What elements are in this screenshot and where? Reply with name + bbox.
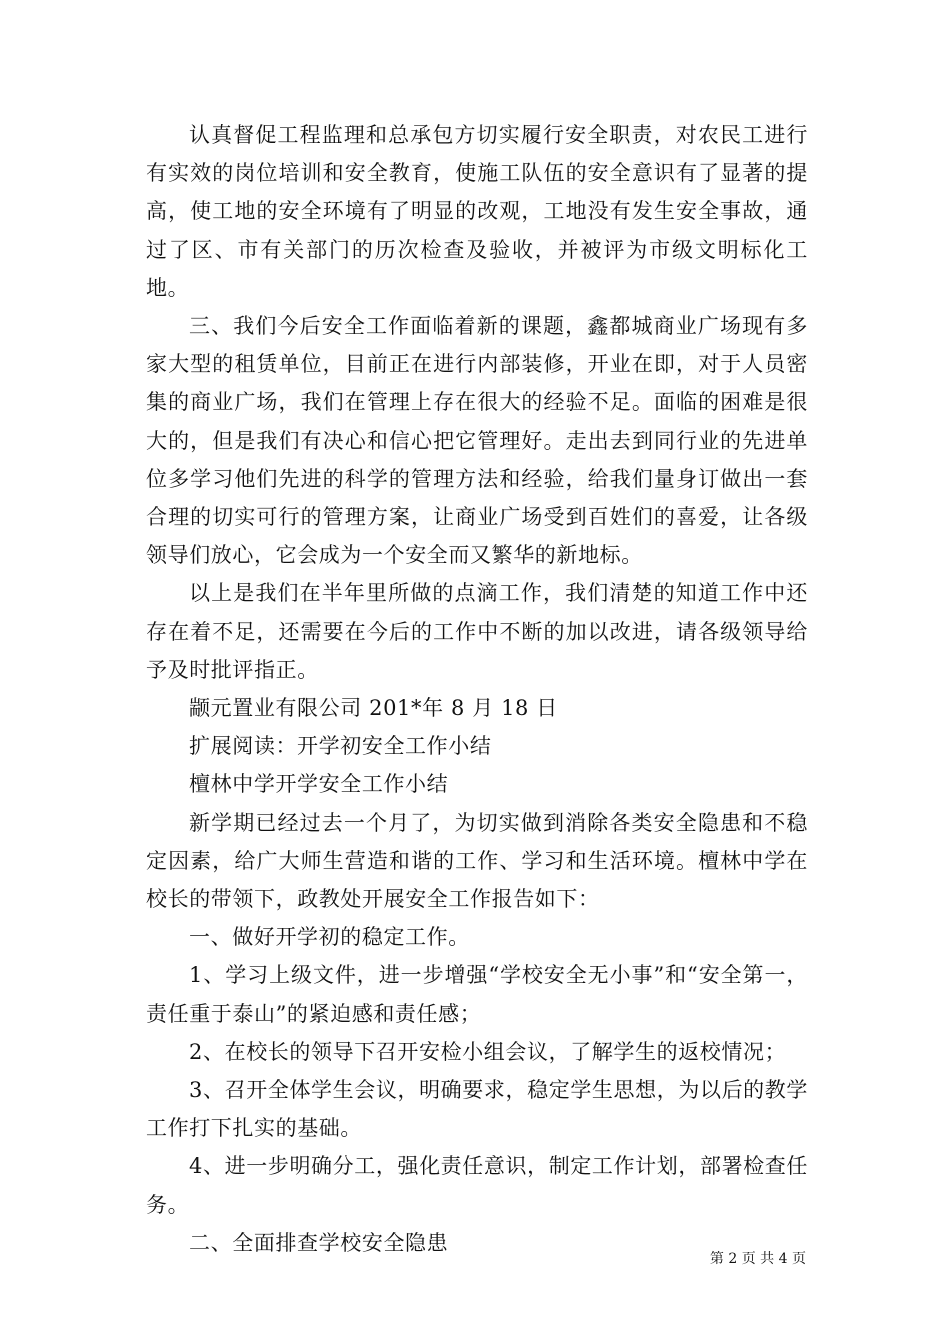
list-item-3: 3、召开全体学生会议，明确要求，稳定学生思想，为以后的教学工作打下扎实的基础。 <box>146 1078 808 1141</box>
paragraph-intro: 新学期已经过去一个月了，为切实做到消除各类安全隐患和不稳定因素，给广大师生营造和谐的工作、学习和生活环境。檀林中学在校长的带领下，政教处开展安全工作报告如下： <box>146 810 808 912</box>
paragraph-future-work: 三、我们今后安全工作面临着新的课题，鑫都城商业广场现有多家大型的租赁单位，目前正在进行内部装修，开业在即，对于人员密集的商业广场，我们在管理上存在很大的经验不足。面临的困难是很大的，但是我们有决心和信心把它管理好。走出去到同行业的先进单位多学习他们先进的科学的管理方法和经验，给我们量身订做出一套合理的切实可行的管理方案，让商业广场受到百姓们的喜爱，让各级领导们放心，它会成为一个安全而又繁华的新地标。 <box>146 314 808 568</box>
heading-item-1: 一、做好开学初的稳定工作。 <box>189 925 470 950</box>
extended-reading-title: 扩展阅读：开学初安全工作小结 <box>189 734 492 759</box>
list-item-1: 1、学习上级文件，进一步增强“学校安全无小事”和“安全第一，责任重于泰山”的紧迫感和责任感； <box>146 963 808 1026</box>
section-title: 檀林中学开学安全工作小结 <box>189 772 449 797</box>
page-footer: 第 2 页 共 4 页 <box>709 1251 806 1267</box>
list-item-2: 2、在校长的领导下召开安检小组会议，了解学生的返校情况； <box>189 1039 787 1064</box>
list-item-4: 4、进一步明确分工，强化责任意识，制定工作计划，部署检查任务。 <box>146 1154 808 1217</box>
paragraph-supervision: 认真督促工程监理和总承包方切实履行安全职责，对农民工进行有实效的岗位培训和安全教育，使施工队伍的安全意识有了显著的提高，使工地的安全环境有了明显的改观，工地没有发生安全事故，通过了区、市有关部门的历次检查及验收，并被评为市级文明标化工地。 <box>146 123 808 300</box>
document-body <box>146 116 808 1262</box>
signature-date-line: 颛元置业有限公司 201*年 8 月 18 日 <box>189 696 558 721</box>
paragraph-summary: 以上是我们在半年里所做的点滴工作，我们清楚的知道工作中还存在着不足，还需要在今后的工作中不断的加以改进，请各级领导给予及时批评指正。 <box>146 581 808 682</box>
heading-item-2: 二、全面排查学校安全隐患 <box>189 1230 449 1255</box>
